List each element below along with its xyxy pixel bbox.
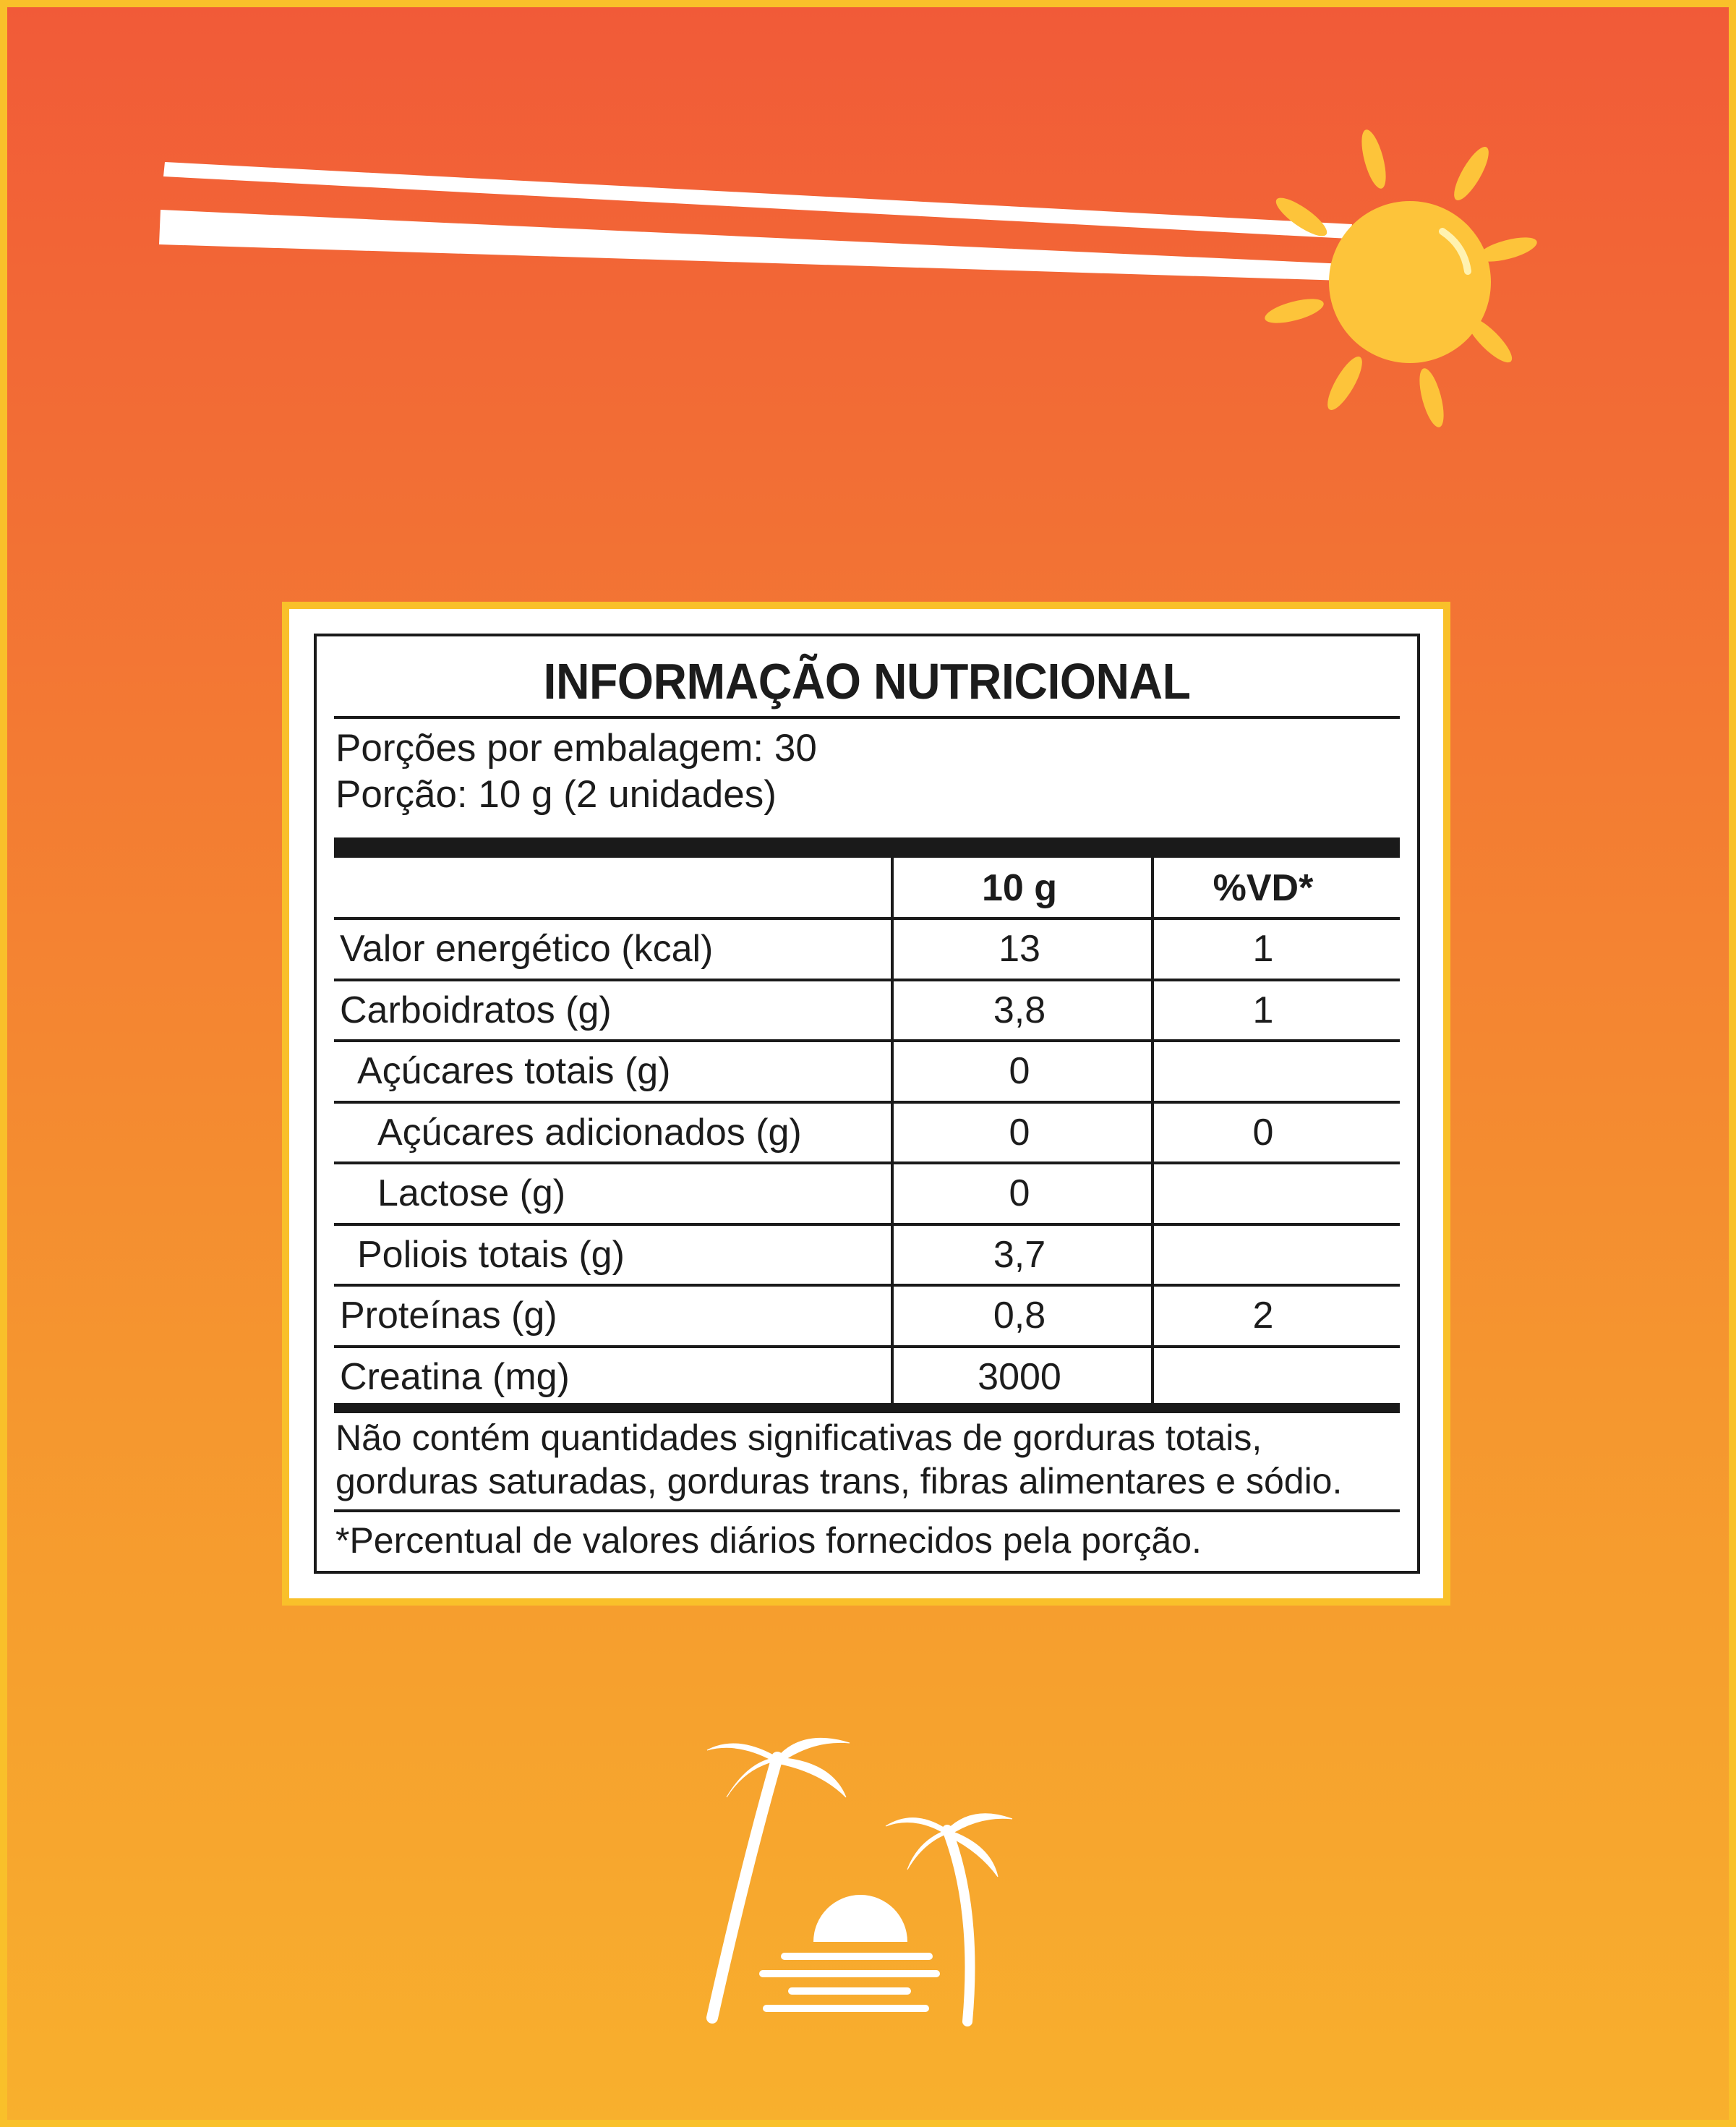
nutrient-dv: 1 bbox=[1252, 928, 1274, 970]
nutrient-qty: 3000 bbox=[978, 1355, 1061, 1398]
table-row bbox=[334, 980, 1400, 1041]
nutrient-dv: 0 bbox=[1252, 1111, 1274, 1154]
nutrient-dv bbox=[1150, 1224, 1377, 1285]
nutrient-dv: 1 bbox=[1252, 989, 1274, 1031]
nutrition-card bbox=[282, 602, 1450, 1606]
table-row bbox=[334, 1285, 1400, 1346]
table-header-row bbox=[334, 858, 1400, 918]
nutrient-dv bbox=[1150, 1041, 1377, 1101]
nutrient-qty: 3,7 bbox=[993, 1233, 1046, 1276]
nutrient-qty: 0 bbox=[1009, 1050, 1030, 1092]
nutrient-name: Açúcares totais (g) bbox=[357, 1050, 671, 1092]
nutrient-dv bbox=[1150, 1347, 1377, 1407]
servings-per-package: Porções por embalagem: 30 bbox=[335, 727, 817, 770]
table-row bbox=[334, 1163, 1400, 1224]
nutrient-qty: 0 bbox=[1009, 1172, 1030, 1214]
nutrient-name: Açúcares adicionados (g) bbox=[377, 1111, 802, 1154]
divider bbox=[334, 716, 1400, 719]
footnote-daily-values: *Percentual de valores diários fornecidos pela porção. bbox=[335, 1520, 1202, 1561]
palm-beach-icon bbox=[694, 1729, 1027, 2032]
nutrient-qty: 0 bbox=[1009, 1111, 1030, 1154]
column-header-dv: %VD* bbox=[1213, 867, 1314, 909]
nutrient-qty: 3,8 bbox=[993, 989, 1046, 1031]
nutrient-name: Carboidratos (g) bbox=[340, 989, 612, 1031]
table-row bbox=[334, 1224, 1400, 1285]
thick-divider bbox=[334, 837, 1400, 858]
nutrient-qty: 13 bbox=[999, 928, 1040, 970]
nutrient-dv bbox=[1150, 1163, 1377, 1224]
table-title: INFORMAÇÃO NUTRICIONAL bbox=[543, 653, 1191, 709]
column-header-qty: 10 g bbox=[981, 867, 1058, 909]
footnote-not-significant: Não contém quantidades significativas de gorduras totais, gorduras saturadas, gorduras trans, fibras alimentares e sódio. bbox=[335, 1418, 1343, 1501]
table-row bbox=[334, 1041, 1400, 1101]
nutrient-qty: 0,8 bbox=[993, 1295, 1046, 1337]
table-row bbox=[334, 1102, 1400, 1163]
nutrient-name: Valor energético (kcal) bbox=[340, 928, 714, 970]
nutrition-facts-table bbox=[314, 634, 1420, 1574]
nutrient-dv: 2 bbox=[1252, 1295, 1274, 1337]
table-row bbox=[334, 918, 1400, 979]
divider bbox=[334, 1509, 1400, 1512]
sun-icon bbox=[1258, 116, 1576, 434]
table-row bbox=[334, 1347, 1400, 1407]
nutrient-name: Poliois totais (g) bbox=[357, 1233, 625, 1276]
serving-size: Porção: 10 g (2 unidades) bbox=[335, 773, 777, 816]
nutrient-name: Proteínas (g) bbox=[340, 1295, 557, 1337]
nutrient-name: Lactose (g) bbox=[377, 1172, 566, 1214]
nutrient-name: Creatina (mg) bbox=[340, 1355, 570, 1398]
